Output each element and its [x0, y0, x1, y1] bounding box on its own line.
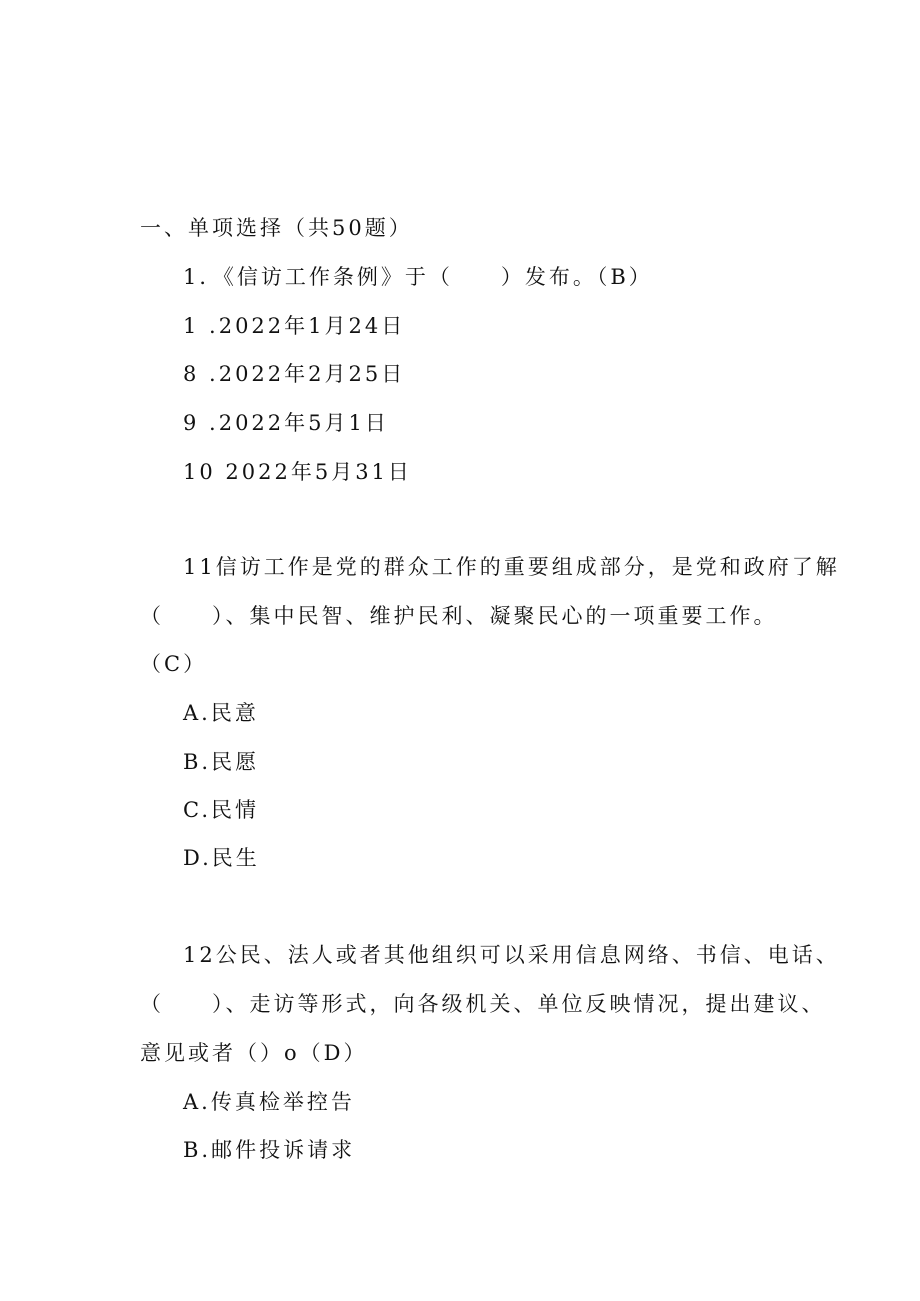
question-12-option: A.传真检举控告 — [183, 1090, 355, 1114]
question-12-option: B.邮件投诉请求 — [183, 1138, 356, 1162]
question-11-stem-line: （ ）、集中民智、维护民利、凝聚民心的一项重要工作。 — [140, 604, 778, 628]
question-12-stem-line: （ ）、走访等形式，向各级机关、单位反映情况，提出建议、 — [140, 992, 826, 1016]
question-11-answer: （C） — [140, 652, 208, 676]
question-11-option: A.民意 — [183, 701, 259, 725]
question-11-option: D.民生 — [183, 846, 260, 870]
question-12-stem-line: 12公民、法人或者其他组织可以采用信息网络、书信、电话、 — [183, 943, 840, 967]
question-12-stem-line: 意见或者（）o（D） — [140, 1041, 368, 1065]
question-1-option: 9 .2022年5月1日 — [183, 411, 389, 435]
question-1-option: 10 2022年5月31日 — [183, 460, 412, 484]
question-11-stem-line: 11信访工作是党的群众工作的重要组成部分，是党和政府了解 — [183, 555, 840, 579]
question-11-option: B.民愿 — [183, 750, 260, 774]
question-11-option: C.民情 — [183, 798, 259, 822]
question-1-stem: 1．《信访工作条例》于（ ）发布。（B） — [183, 265, 653, 289]
question-1-option: 1 .2022年1月24日 — [183, 314, 406, 338]
section-heading: 一、单项选择（共50题） — [140, 216, 413, 240]
question-1-option: 8 .2022年2月25日 — [183, 362, 406, 386]
